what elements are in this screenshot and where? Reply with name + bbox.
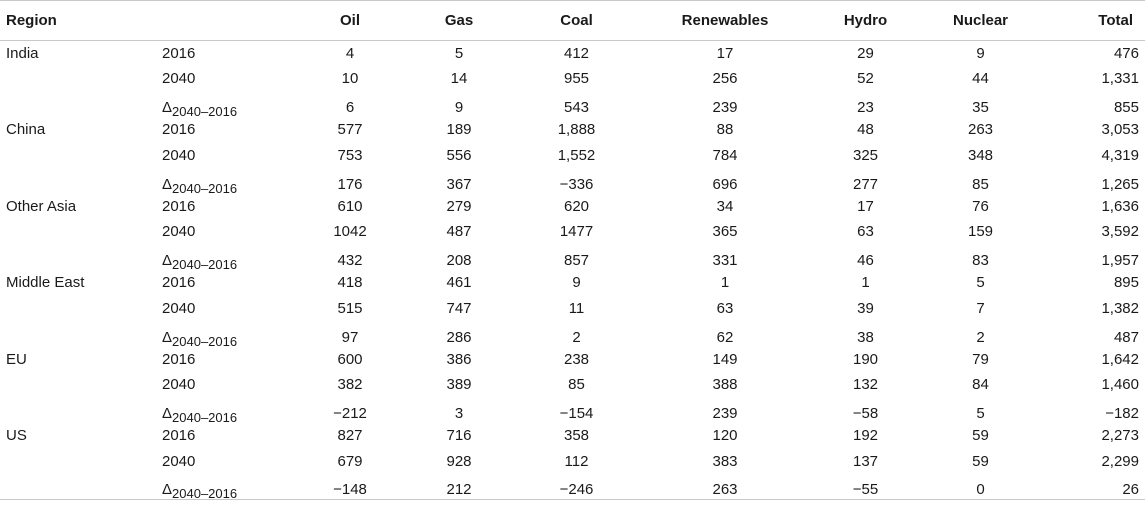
nuclear-cell: 44 [972, 70, 989, 88]
oil-cell: 600 [337, 350, 363, 368]
nuclear-cell: 9 [976, 45, 985, 62]
hydro-cell: 17 [857, 197, 874, 215]
hydro-cell: 1 [861, 274, 870, 292]
coal-cell: 112 [564, 452, 589, 470]
table-row [0, 296, 1145, 322]
header-region: Region [0, 1, 160, 41]
hydro-cell: −55 [815, 474, 916, 500]
coal-cell: 857 [563, 252, 590, 269]
hydro-cell: 39 [857, 299, 874, 317]
table-row [0, 92, 1145, 118]
region-name: Middle East [6, 274, 85, 292]
renewables-cell: 88 [716, 121, 734, 139]
delta-subscript: 2040–2016 [172, 486, 238, 501]
total-cell: 476 [1113, 45, 1139, 62]
table-row [0, 194, 1145, 220]
header-nuclear: Nuclear [916, 1, 1045, 41]
hydro-cell: 192 [852, 427, 879, 445]
region-name: US [6, 427, 27, 445]
table-body [0, 41, 1145, 500]
oil-cell: 176 [337, 175, 363, 193]
gas-cell: 208 [446, 252, 472, 269]
gas-cell: 3 [454, 405, 464, 422]
year-cell: 2016 [162, 45, 196, 62]
total-cell: 2,273 [1101, 427, 1139, 445]
coal-cell: 358 [563, 427, 590, 445]
region-spacer [0, 66, 160, 92]
region-spacer [0, 296, 160, 322]
gas-cell: 189 [446, 121, 472, 139]
header-hydro: Hydro [815, 1, 916, 41]
coal-cell: 412 [563, 45, 590, 62]
table-row [0, 474, 1145, 500]
year-cell: 2016 [162, 274, 196, 292]
total-cell: 1,265 [1101, 175, 1139, 193]
total-cell: 3,053 [1101, 121, 1139, 139]
coal-cell: 1477 [559, 223, 594, 241]
table-row [0, 423, 1145, 449]
nuclear-cell: 7 [976, 299, 985, 317]
gas-cell: 386 [446, 350, 472, 368]
table-row [0, 245, 1145, 271]
delta-label [160, 168, 300, 194]
gas-cell: 279 [446, 197, 472, 215]
hydro-cell: 190 [852, 350, 879, 368]
nuclear-cell: 35 [972, 99, 989, 116]
total-cell: 26 [1045, 474, 1145, 500]
region-spacer [0, 398, 160, 424]
hydro-cell: 29 [857, 45, 874, 62]
coal-cell: −154 [559, 405, 594, 422]
renewables-cell: 256 [712, 70, 738, 88]
table-row [0, 398, 1145, 424]
coal-cell: 955 [563, 70, 590, 88]
region-name: EU [6, 350, 27, 368]
region-spacer [0, 245, 160, 271]
renewables-cell: 120 [712, 427, 738, 445]
header-year [160, 1, 300, 41]
total-cell: 895 [1113, 274, 1139, 292]
year-cell: 2040 [162, 299, 196, 317]
gas-cell: 14 [450, 70, 468, 88]
coal-cell: 9 [572, 274, 581, 292]
delta-label [160, 474, 300, 500]
total-cell: 1,460 [1101, 376, 1139, 394]
gas-cell: 928 [446, 452, 472, 470]
region-spacer [0, 168, 160, 194]
total-cell: 487 [1113, 328, 1139, 346]
oil-cell: −212 [333, 405, 367, 422]
renewables-cell: 62 [716, 328, 734, 346]
delta-subscript: 2040–2016 [172, 410, 238, 425]
nuclear-cell: 5 [976, 274, 985, 292]
region-spacer [0, 321, 160, 347]
coal-cell: 543 [563, 99, 590, 116]
oil-cell: 1042 [333, 223, 367, 241]
header-renewables: Renewables [635, 1, 815, 41]
coal-cell: 238 [563, 350, 590, 368]
hydro-cell: 48 [857, 121, 874, 139]
delta-symbol: Δ [162, 405, 173, 422]
header-gas: Gas [400, 1, 518, 41]
oil-cell: 753 [337, 146, 363, 164]
renewables-cell: 263 [635, 474, 815, 500]
header-row [0, 1, 1145, 41]
renewables-cell: 365 [712, 223, 738, 241]
hydro-cell: 277 [852, 175, 879, 193]
coal-cell: 1,552 [557, 146, 596, 164]
region-name: China [6, 121, 46, 139]
total-cell: 3,592 [1101, 223, 1139, 241]
oil-cell: 827 [337, 427, 363, 445]
nuclear-cell: 348 [967, 146, 994, 164]
renewables-cell: 239 [712, 405, 738, 422]
oil-cell: 610 [337, 197, 363, 215]
total-cell: −182 [1105, 405, 1139, 422]
table-row [0, 372, 1145, 398]
renewables-cell: 696 [712, 175, 738, 193]
region-name: India [6, 45, 39, 62]
nuclear-cell: 59 [972, 452, 989, 470]
gas-cell: 487 [446, 223, 472, 241]
oil-cell: 6 [345, 99, 355, 116]
nuclear-cell: 0 [916, 474, 1045, 500]
coal-cell: −336 [559, 175, 594, 193]
gas-cell: 556 [446, 146, 472, 164]
delta-symbol: Δ [162, 252, 173, 269]
renewables-cell: 239 [712, 99, 738, 116]
oil-cell: −148 [300, 474, 400, 500]
total-cell: 4,319 [1101, 146, 1139, 164]
coal-cell: 85 [568, 376, 585, 394]
renewables-cell: 149 [712, 350, 738, 368]
header-total: Total [1045, 1, 1145, 41]
gas-cell: 212 [400, 474, 518, 500]
gas-cell: 389 [446, 376, 472, 394]
nuclear-cell: 263 [967, 121, 994, 139]
hydro-cell: −58 [852, 405, 879, 422]
table-row [0, 168, 1145, 194]
oil-cell: 577 [337, 121, 363, 139]
renewables-cell: 63 [716, 299, 734, 317]
oil-cell: 97 [341, 328, 359, 346]
renewables-cell: 34 [716, 197, 734, 215]
year-cell: 2016 [162, 121, 196, 139]
nuclear-cell: 76 [972, 197, 989, 215]
coal-cell: −246 [518, 474, 635, 500]
year-cell: 2040 [162, 452, 196, 470]
delta-symbol: Δ [162, 99, 173, 116]
header-coal: Coal [518, 1, 635, 41]
hydro-cell: 325 [852, 146, 879, 164]
table-row [0, 219, 1145, 245]
region-spacer [0, 474, 160, 500]
nuclear-cell: 84 [972, 376, 989, 394]
region-spacer [0, 449, 160, 475]
coal-cell: 2 [572, 328, 581, 346]
total-cell: 1,642 [1101, 350, 1139, 368]
hydro-cell: 46 [857, 252, 874, 269]
year-cell: 2040 [162, 146, 196, 164]
coal-cell: 620 [563, 197, 590, 215]
table-row [0, 321, 1145, 347]
delta-subscript: 2040–2016 [172, 180, 238, 196]
coal-cell: 11 [568, 299, 585, 317]
delta-label [160, 398, 300, 424]
delta-label [160, 321, 300, 347]
oil-cell: 418 [337, 274, 363, 292]
delta-label [160, 245, 300, 271]
hydro-cell: 23 [857, 99, 874, 116]
renewables-cell: 331 [712, 252, 738, 269]
delta-label [160, 92, 300, 118]
total-cell: 1,331 [1101, 70, 1139, 88]
delta-subscript: 2040–2016 [172, 104, 238, 119]
hydro-cell: 63 [857, 223, 874, 241]
oil-cell: 10 [341, 70, 359, 88]
region-name: Other Asia [6, 197, 77, 215]
table-row [0, 143, 1145, 169]
oil-cell: 432 [337, 252, 363, 269]
gas-cell: 367 [446, 175, 472, 193]
coal-cell: 1,888 [557, 121, 596, 139]
oil-cell: 4 [345, 45, 355, 62]
year-cell: 2016 [162, 427, 196, 445]
total-cell: 2,299 [1101, 452, 1139, 470]
year-cell: 2040 [162, 70, 196, 88]
gas-cell: 747 [446, 299, 472, 317]
nuclear-cell: 59 [972, 427, 989, 445]
table-row [0, 41, 1145, 67]
oil-cell: 515 [337, 299, 363, 317]
renewables-cell: 388 [712, 376, 738, 394]
hydro-cell: 38 [857, 328, 874, 346]
table-row [0, 449, 1145, 475]
nuclear-cell: 5 [976, 405, 985, 422]
header-oil: Oil [300, 1, 400, 41]
nuclear-cell: 159 [967, 223, 994, 241]
renewables-cell: 784 [712, 146, 738, 164]
table-row [0, 270, 1145, 296]
table-row [0, 347, 1145, 373]
region-spacer [0, 92, 160, 118]
region-spacer [0, 143, 160, 169]
renewables-cell: 383 [712, 452, 738, 470]
year-cell: 2040 [162, 376, 196, 394]
total-cell: 855 [1113, 99, 1139, 116]
nuclear-cell: 85 [972, 175, 989, 193]
table-row [0, 66, 1145, 92]
gas-cell: 716 [446, 427, 472, 445]
nuclear-cell: 2 [976, 328, 985, 346]
gas-cell: 9 [454, 99, 464, 116]
delta-symbol: Δ [162, 328, 173, 346]
hydro-cell: 52 [857, 70, 874, 88]
total-cell: 1,957 [1101, 252, 1139, 269]
year-cell: 2016 [162, 197, 196, 215]
delta-symbol: Δ [162, 481, 173, 498]
total-cell: 1,636 [1101, 197, 1139, 215]
region-spacer [0, 219, 160, 245]
table-row [0, 117, 1145, 143]
hydro-cell: 132 [852, 376, 879, 394]
oil-cell: 382 [337, 376, 363, 394]
gas-cell: 461 [446, 274, 472, 292]
year-cell: 2040 [162, 223, 196, 241]
total-cell: 1,382 [1101, 299, 1139, 317]
delta-symbol: Δ [162, 175, 173, 193]
region-spacer [0, 372, 160, 398]
nuclear-cell: 83 [972, 252, 989, 269]
gas-cell: 286 [446, 328, 472, 346]
hydro-cell: 137 [852, 452, 879, 470]
delta-subscript: 2040–2016 [172, 333, 238, 349]
nuclear-cell: 79 [972, 350, 989, 368]
gas-cell: 5 [454, 45, 464, 62]
delta-subscript: 2040–2016 [172, 257, 238, 272]
renewables-cell: 1 [720, 274, 730, 292]
oil-cell: 679 [337, 452, 363, 470]
year-cell: 2016 [162, 350, 196, 368]
renewables-cell: 17 [716, 45, 734, 62]
